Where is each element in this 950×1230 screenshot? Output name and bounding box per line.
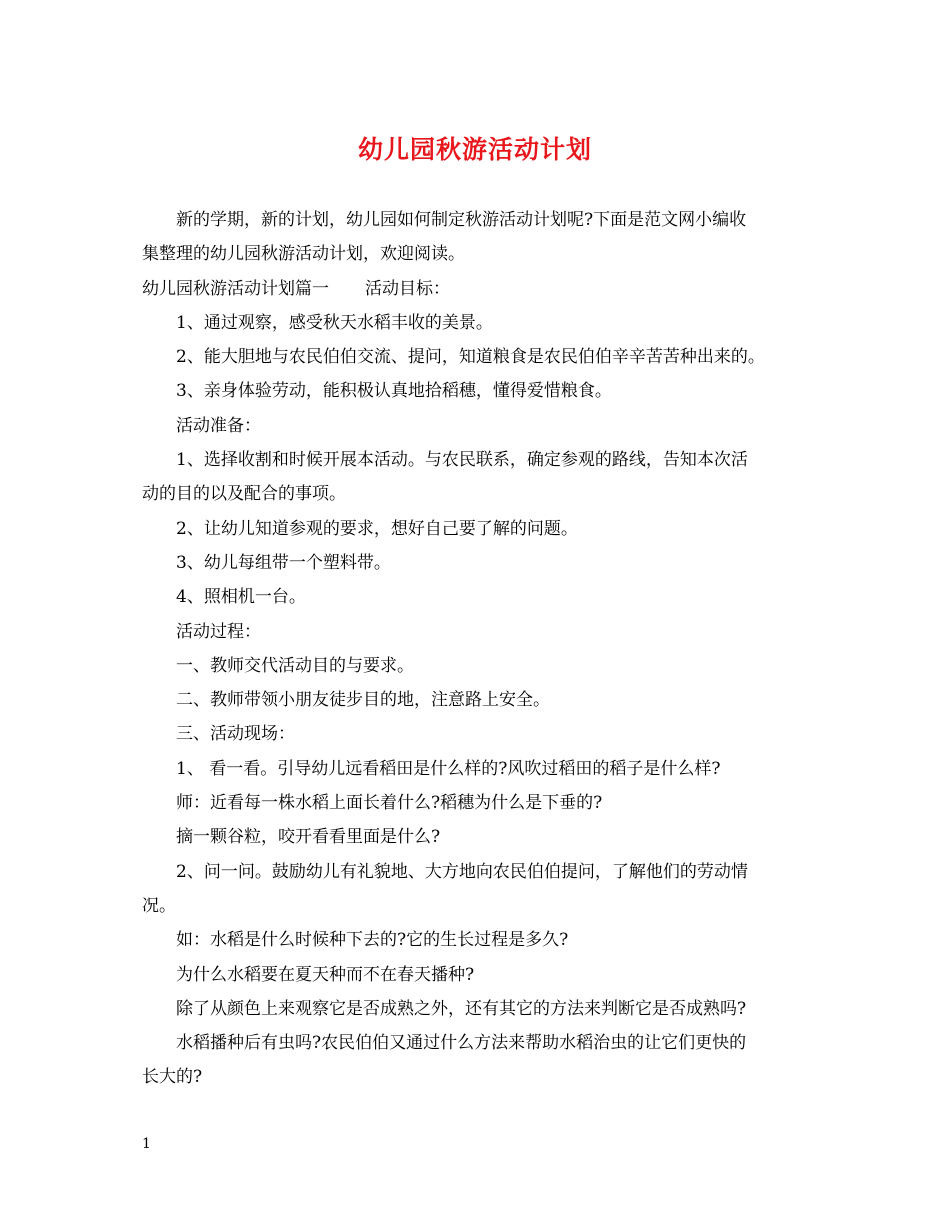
paragraph-line bbox=[142, 717, 816, 751]
line-text: 况。 bbox=[142, 895, 176, 916]
paragraph-line bbox=[142, 958, 816, 992]
line-text: 新的学期，新的计划，幼儿园如何制定秋游活动计划呢?下面是范文网小编收 bbox=[176, 210, 747, 230]
paragraph-line bbox=[142, 512, 816, 546]
paragraph-line bbox=[142, 615, 816, 649]
line-text: 2、能大胆地与农民伯伯交流、提问，知道粮食是农民伯伯辛辛苦苦种出来的。 bbox=[176, 347, 765, 368]
line-text-after-gap: 活动目标： bbox=[365, 278, 450, 299]
line-text: 活动准备： bbox=[176, 415, 261, 436]
line-text: 动的目的以及配合的事项。 bbox=[142, 484, 346, 505]
paragraph-line bbox=[142, 683, 816, 717]
line-text: 活动过程： bbox=[176, 621, 261, 642]
line-text: 摘一颗谷粒，咬开看看里面是什么? bbox=[176, 827, 441, 848]
line-text: 一、教师交代活动目的与要求。 bbox=[176, 655, 414, 676]
line-text: 1、 看一看。引导幼儿远看稻田是什么样的?风吹过稻田的稻子是什么样? bbox=[176, 758, 721, 779]
paragraph-line bbox=[142, 374, 816, 408]
line-text: 水稻播种后有虫吗?农民伯伯又通过什么方法来帮助水稻治虫的让它们更快的 bbox=[176, 1033, 747, 1054]
paragraph-line bbox=[142, 477, 816, 511]
paragraph-line bbox=[142, 409, 816, 443]
line-text: 师：近看每一株水稻上面长着什么?稻穗为什么是下垂的? bbox=[176, 793, 603, 814]
paragraph-line bbox=[142, 306, 816, 340]
line-text: 除了从颜色上来观察它是否成熟之外，还有其它的方法来判断它是否成熟吗? bbox=[176, 998, 747, 1019]
paragraph-line bbox=[142, 923, 816, 957]
paragraph-line bbox=[142, 992, 816, 1026]
line-text: 4、照相机一台。 bbox=[176, 587, 306, 608]
paragraph-line bbox=[142, 443, 816, 477]
paragraph-line bbox=[142, 203, 816, 237]
line-text: 3、幼儿每组带一个塑料带。 bbox=[176, 552, 391, 573]
document-title: 幼儿园秋游活动计划 bbox=[357, 135, 592, 164]
paragraph-line bbox=[142, 855, 816, 889]
line-text: 集整理的幼儿园秋游活动计划，欢迎阅读。 bbox=[142, 244, 465, 265]
paragraph-line bbox=[142, 1026, 816, 1060]
line-text: 3、亲身体验劳动，能积极认真地拾稻穗，懂得爱惜粮食。 bbox=[176, 381, 612, 402]
line-text: 2、让幼儿知道参观的要求，想好自己要了解的问题。 bbox=[176, 518, 578, 539]
paragraph-line bbox=[142, 340, 816, 374]
line-text: 2、问一问。鼓励幼儿有礼貌地、大方地向农民伯伯提问，了解他们的劳动情 bbox=[176, 861, 748, 882]
paragraph-line bbox=[142, 580, 816, 614]
paragraph-line bbox=[142, 1060, 816, 1094]
paragraph-line bbox=[142, 546, 816, 580]
line-text: 如：水稻是什么时候种下去的?它的生长过程是多久? bbox=[176, 930, 569, 951]
paragraph-line bbox=[142, 237, 816, 271]
paragraph-line bbox=[142, 820, 816, 854]
line-text: 为什么水稻要在夏天种而不在春天播种? bbox=[176, 964, 475, 985]
paragraph-line bbox=[142, 889, 816, 923]
paragraph-line bbox=[142, 786, 816, 820]
page-number: 1 bbox=[142, 1136, 151, 1152]
paragraph-line bbox=[142, 752, 816, 786]
line-text: 二、教师带领小朋友徒步目的地，注意路上安全。 bbox=[176, 690, 550, 711]
line-text: 幼儿园秋游活动计划篇一 bbox=[142, 278, 329, 299]
document-body bbox=[142, 203, 816, 1095]
paragraph-line bbox=[142, 272, 816, 306]
paragraph-line bbox=[142, 649, 816, 683]
line-text: 三、活动现场： bbox=[176, 724, 295, 745]
line-text: 长大的? bbox=[142, 1067, 203, 1088]
line-text: 1、通过观察，感受秋天水稻丰收的美景。 bbox=[176, 312, 493, 333]
line-text: 1、选择收割和时候开展本活动。与农民联系，确定参观的路线，告知本次活 bbox=[176, 450, 748, 471]
